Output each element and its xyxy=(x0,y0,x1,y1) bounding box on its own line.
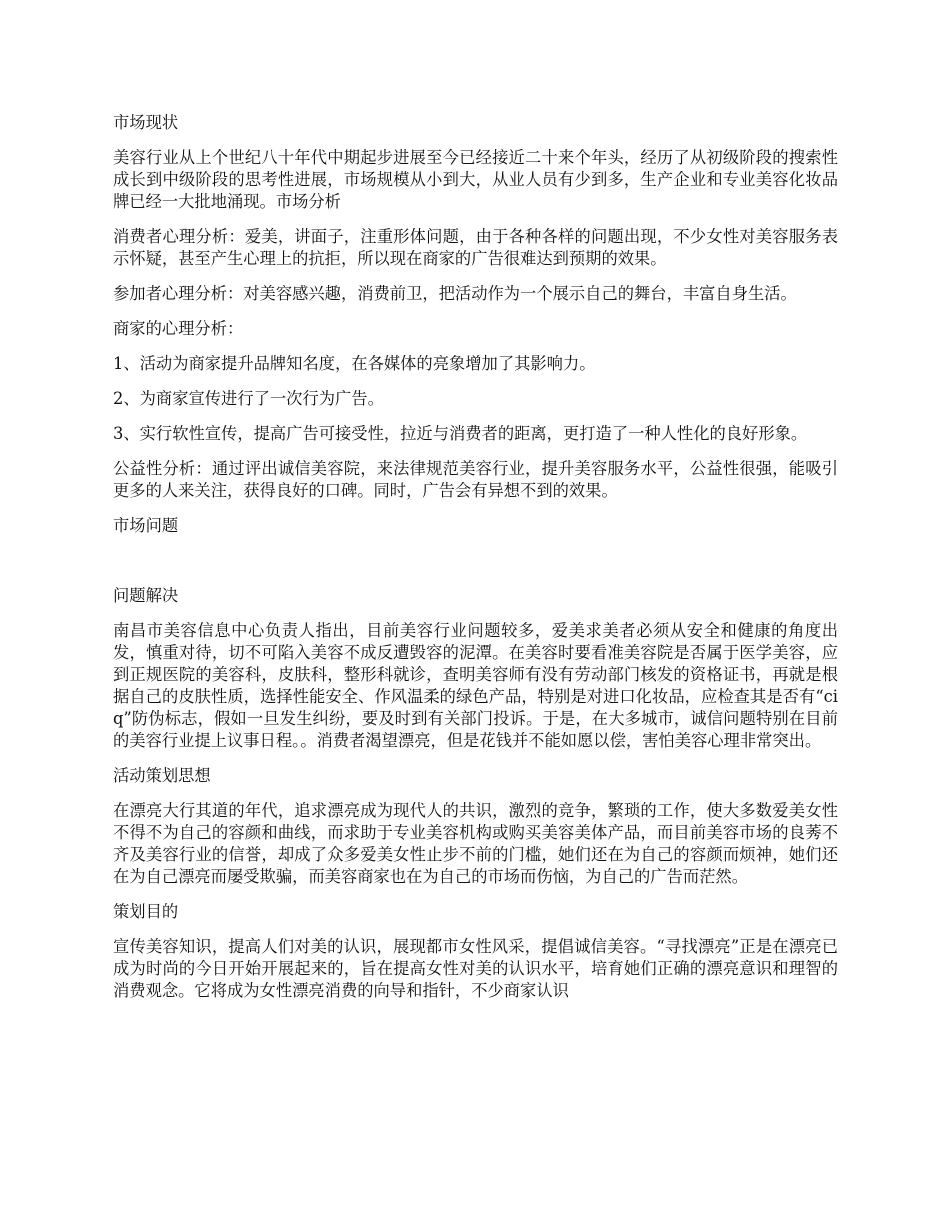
section-heading-activity-idea: 活动策划思想 xyxy=(113,766,211,785)
paragraph-activity-idea: 在漂亮大行其道的年代，追求漂亮成为现代人的共识，激烈的竞争，繁琐的工作，使大多数爱美女性不得不为自己的容颜和曲线，而求助于专业美容机构或购买美容美体产品，而目前美容市场的良莠不齐及美容行业的信誉，却成了众多爱美女性止步不前的门槛，她们还在为自己的容颜而烦神，她们还在为自己漂亮而屡受欺骗，而美容商家也在为自己的市场而伤恼，为自己的广告而茫然。 xyxy=(113,801,838,886)
list-item-3: 3、实行软性宣传，提高广告可接受性，拉近与消费者的距离，更打造了一种人性化的良好形象。 xyxy=(113,424,808,443)
section-heading-problem-solving: 问题解决 xyxy=(113,586,179,605)
list-item-1: 1、活动为商家提升品牌知名度，在各媒体的亮象增加了其影响力。 xyxy=(113,354,596,373)
paragraph-public-welfare: 公益性分析：通过评出诚信美容院，来法律规范美容行业，提升美容服务水平，公益性很强，能吸引更多的人来关注，获得良好的口碑。同时，广告会有异想不到的效果。 xyxy=(113,459,838,500)
paragraph-problem-solving: 南昌市美容信息中心负责人指出，目前美容行业问题较多，爱美求美者必须从安全和健康的角度出发，慎重对待，切不可陷入美容不成反遭毁容的泥潭。在美容时要看准美容院是否属于医学美容，应到正规医院的美容科，皮肤科，整形科就诊，查明美容师有没有劳动部门核发的资格证书，再就是根据自己的皮肤性质，选择性能安全、作风温柔的绿色产品，特别是对进口化妆品，应检查其是否有“ciq”防伪标志，假如一旦发生纠纷，要及时到有关部门投诉。于是，在大多城市，诚信问题特别在目前的美容行业提上议事日程。。消费者渴望漂亮，但是花钱并不能如愿以偿，害怕美容心理非常突出。 xyxy=(113,621,838,750)
section-heading-planning-purpose: 策划目的 xyxy=(113,902,179,921)
document-page xyxy=(113,112,838,1015)
paragraph-market-status: 美容行业从上个世纪八十年代中期起步进展至今已经接近二十来个年头，经历了从初级阶段的搜索性成长到中级阶段的思考性进展，市场规模从小到大，从业人员有少到多，生产企业和专业美容化妆品牌已经一大批地涌现。市场分析 xyxy=(113,148,838,211)
paragraph-participant-psychology: 参加者心理分析：对美容感兴趣，消费前卫，把活动作为一个展示自己的舞台，丰富自身生活。 xyxy=(113,284,797,303)
paragraph-consumer-psychology: 消费者心理分析：爱美，讲面子，注重形体问题，由于各种各样的问题出现，不少女性对美容服务表示怀疑，甚至产生心理上的抗拒，所以现在商家的广告很难达到预期的效果。 xyxy=(113,227,838,268)
section-heading-market-status: 市场现状 xyxy=(113,113,179,132)
paragraph-planning-purpose: 宣传美容知识，提高人们对美的认识，展现都市女性风采，提倡诚信美容。“寻找漂亮”正是在漂亮已成为时尚的今日开始开展起来的，旨在提高女性对美的认识水平，培育她们正确的漂亮意识和理智的消费观念。它将成为女性漂亮消费的向导和指针，不少商家认识 xyxy=(113,937,838,1000)
paragraph-merchant-psychology-heading: 商家的心理分析： xyxy=(113,319,244,338)
list-item-2: 2、为商家宣传进行了一次行为广告。 xyxy=(113,389,384,408)
section-heading-market-problems: 市场问题 xyxy=(113,516,179,535)
